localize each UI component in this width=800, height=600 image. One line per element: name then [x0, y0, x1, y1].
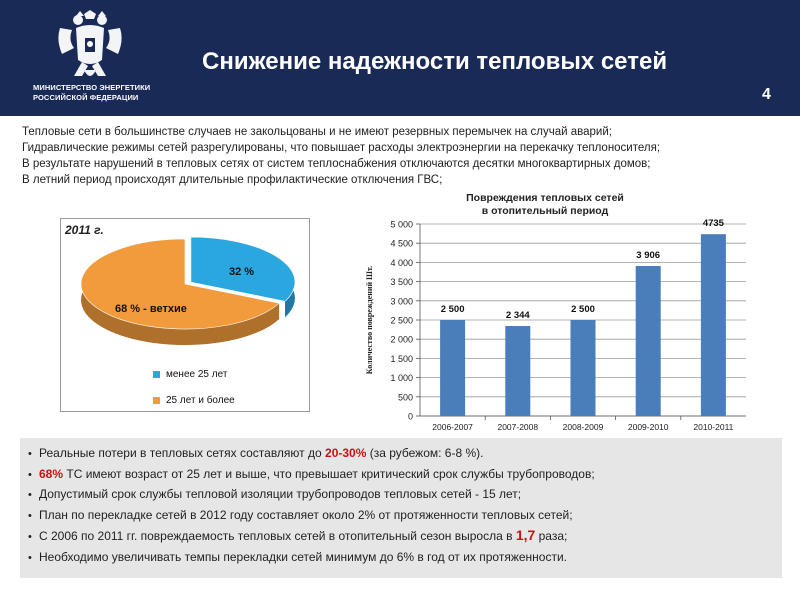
y-tick-label: 4 500 — [390, 238, 413, 249]
ministry-name — [33, 83, 163, 103]
eagle-emblem-icon — [54, 10, 126, 84]
y-tick-label: 3 500 — [390, 277, 413, 288]
bar-data-label: 3 906 — [636, 250, 661, 262]
bullet-dot-icon: • — [28, 468, 32, 481]
legend-swatch-blue — [153, 371, 160, 378]
pie-chart-panel — [60, 218, 310, 412]
legend-label: 25 лет и более — [166, 395, 235, 406]
summary-panel — [20, 438, 782, 578]
bar-data-label: 2 344 — [505, 309, 530, 321]
y-tick-label: 4 000 — [390, 257, 413, 268]
x-tick-label: 2010-2011 — [693, 422, 734, 432]
summary-item — [28, 465, 782, 486]
summary-text: Необходимо увеличивать темпы перекладки сетей минимум до 6% в год от их протяженности. — [39, 549, 567, 564]
legend-swatch-orange — [153, 397, 160, 404]
summary-text: С 2006 по 2011 гг. повреждаемость тепловых сетей в отопительный сезон выросла в — [39, 529, 516, 543]
intro-line: В летний период происходят длительные профилактические отключения ГВС; — [22, 174, 443, 186]
intro-line: Гидравлические режимы сетей разрегулированы, что повышает расходы электроэнергии на перекачку теплоносителя; — [22, 142, 661, 154]
x-tick-label: 2007-2008 — [497, 422, 539, 432]
bullet-dot-icon: • — [28, 551, 32, 564]
summary-item — [28, 444, 782, 465]
bullet-dot-icon: • — [28, 509, 32, 522]
summary-text: План по перекладке сетей в 2012 году составляет около 2% от протяженности тепловых сетей; — [39, 507, 573, 522]
bullet-dot-icon: • — [28, 489, 32, 501]
legend-label: менее 25 лет — [166, 369, 228, 380]
summary-list — [20, 438, 782, 568]
x-tick-label: 2009-2010 — [627, 422, 669, 432]
summary-item — [28, 548, 782, 569]
y-axis-label: Количество повреждений Шт. — [365, 265, 374, 375]
header-bar — [0, 0, 800, 116]
x-tick-label: 2008-2009 — [562, 422, 604, 432]
pie-chart-title: 2011 г. — [65, 223, 104, 237]
bullet-dot-icon: • — [28, 531, 32, 543]
bullet-dot-icon: • — [28, 448, 32, 460]
pie-data-label-orange: 68 % - ветхие — [115, 303, 187, 315]
summary-item — [28, 485, 782, 506]
bar-chart-title-line-2: в отопительный период — [481, 205, 609, 217]
y-tick-label: 0 — [407, 411, 413, 422]
summary-highlight: 1,7 — [515, 527, 536, 543]
summary-text: раза; — [535, 529, 568, 543]
y-tick-label: 500 — [397, 392, 413, 403]
bar-data-label: 4735 — [702, 218, 724, 230]
summary-text: (за рубежом: 6-8 %). — [366, 446, 484, 460]
bar — [505, 326, 530, 416]
bar-data-label: 2 500 — [571, 304, 595, 315]
y-tick-label: 1 000 — [390, 373, 413, 384]
x-tick-label: 2006-2007 — [432, 422, 473, 432]
summary-item — [28, 506, 782, 527]
bar-data-label: 2 500 — [440, 304, 465, 315]
intro-line: Тепловые сети в большинстве случаев не закольцованы и не имеют резервных перемычек на случай аварий; — [22, 126, 612, 138]
bar — [701, 234, 726, 416]
page-title: Снижение надежности тепловых сетей — [202, 48, 668, 75]
legend-item-orange — [153, 395, 235, 406]
y-tick-label: 2 500 — [390, 315, 413, 326]
legend-item-blue — [153, 369, 227, 380]
bar — [636, 266, 661, 416]
page-number: 4 — [762, 86, 771, 103]
summary-text: ТС имеют возраст от 25 лет и выше, что превышает критический срок службы трубопроводов; — [63, 466, 595, 481]
bar-chart-title-line-1: Повреждения тепловых сетей — [466, 192, 624, 204]
intro-text — [22, 124, 792, 188]
bar — [571, 320, 596, 416]
intro-line: В результате нарушений в тепловых сетях от систем теплоснабжения отключаются десятки многоквартирных домов; — [22, 158, 651, 170]
summary-item — [28, 526, 782, 548]
ministry-line-2: РОССИЙСКОЙ ФЕДЕРАЦИИ — [33, 93, 139, 102]
y-tick-label: 2 000 — [390, 334, 413, 345]
y-tick-label: 5 000 — [390, 219, 413, 230]
bar — [440, 320, 465, 416]
summary-text: Реальные потери в тепловых сетях составляют до — [39, 446, 326, 460]
pie-chart — [61, 229, 309, 369]
summary-highlight: 68% — [39, 466, 64, 481]
summary-text: Допустимый срок службы тепловой изоляции трубопроводов тепловых сетей - 15 лет; — [39, 487, 522, 501]
pie-data-label-blue: 32 % — [229, 266, 255, 278]
y-tick-label: 3 000 — [390, 296, 413, 307]
y-tick-label: 1 500 — [390, 353, 413, 364]
bar-chart — [350, 210, 770, 438]
ministry-line-1: МИНИСТЕРСТВО ЭНЕРГЕТИКИ — [33, 83, 151, 92]
summary-highlight: 20-30% — [325, 446, 367, 460]
